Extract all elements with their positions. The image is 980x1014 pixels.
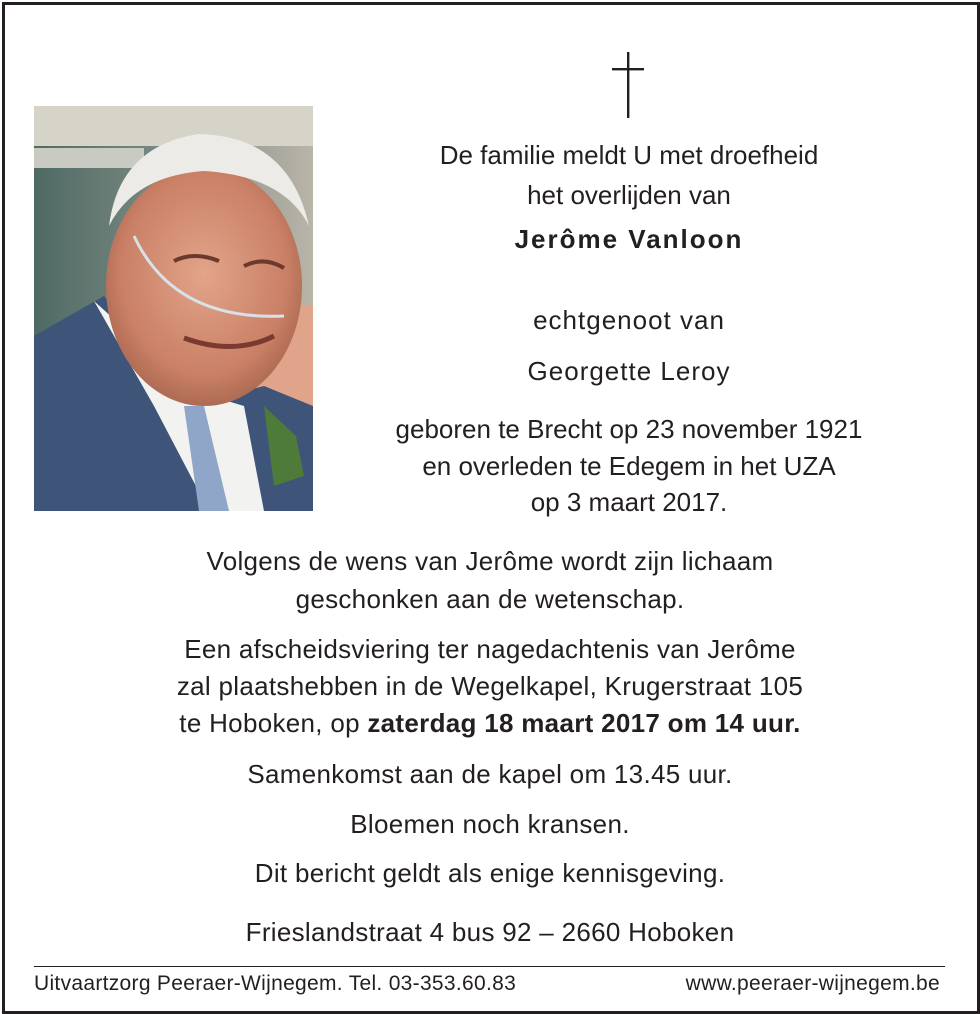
deceased-name: Jerôme Vanloon xyxy=(514,224,744,254)
wish-line: geschonken aan de wetenschap. xyxy=(295,584,685,614)
death-line: en overleden te Edegem in het UZA xyxy=(422,451,836,481)
gathering-line: Samenkomst aan de kapel om 13.45 uur. xyxy=(247,759,733,789)
spouse-line: echtgenoot van xyxy=(533,305,725,335)
undertaker-contact: Uitvaartzorg Peeraer-Wijnegem. Tel. 03-353.60.83 xyxy=(34,972,517,995)
birth-line: geboren te Brecht op 23 november 1921 xyxy=(395,414,863,444)
portrait-photo xyxy=(34,106,313,511)
ceremony-line: zal plaatshebben in de Wegelkapel, Krugerstraat 105 xyxy=(176,671,804,701)
ceremony-place: te Hoboken, op xyxy=(179,708,368,738)
spouse-name: Georgette Leroy xyxy=(527,356,731,386)
website-link[interactable]: www.peeraer-wijnegem.be xyxy=(685,972,940,995)
ceremony-datetime: zaterdag 18 maart 2017 om 14 uur. xyxy=(367,708,801,738)
intro-line: het overlijden van xyxy=(527,180,731,210)
death-date-line: op 3 maart 2017. xyxy=(530,487,728,517)
intro-line: De familie meldt U met droefheid xyxy=(439,140,819,170)
notice-only-line: Dit bericht geldt als enige kennisgeving. xyxy=(254,858,726,888)
footer-divider xyxy=(34,966,945,967)
cross-icon xyxy=(612,52,644,118)
family-address: Frieslandstraat 4 bus 92 – 2660 Hoboken xyxy=(245,917,735,947)
wish-line: Volgens de wens van Jerôme wordt zijn lichaam xyxy=(206,546,774,576)
ceremony-line: Een afscheidsviering ter nagedachtenis van Jerôme xyxy=(184,634,796,664)
ceremony-line xyxy=(0,708,980,739)
flowers-line: Bloemen noch kransen. xyxy=(350,809,630,839)
